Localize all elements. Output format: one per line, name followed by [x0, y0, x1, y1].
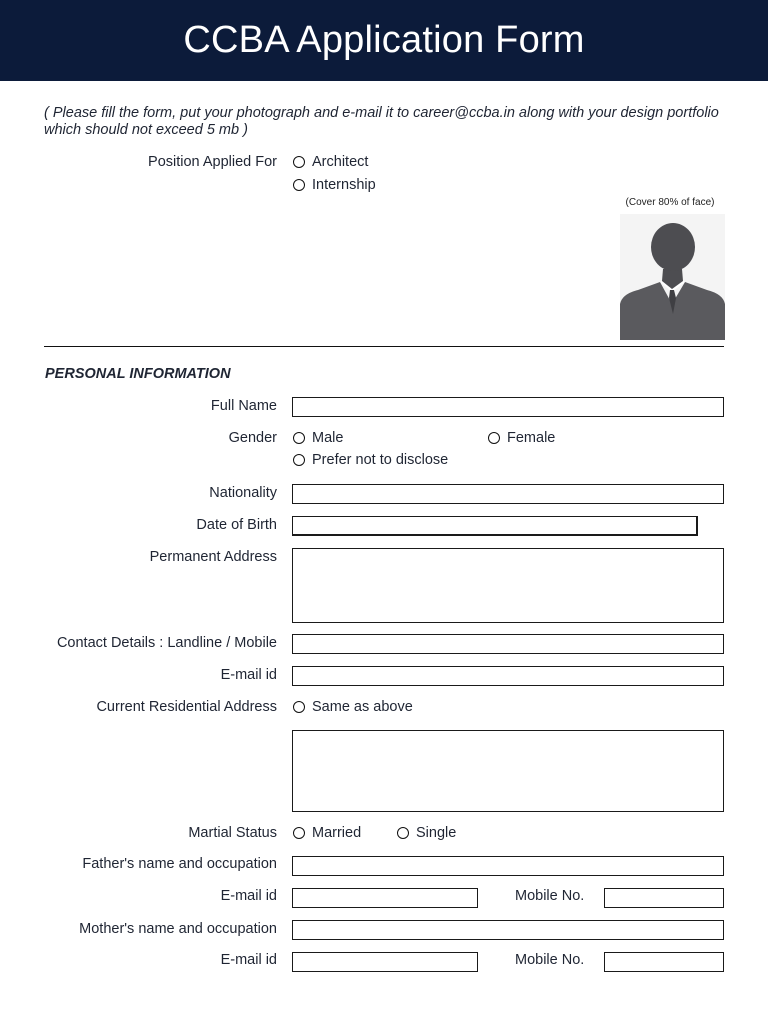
radio-internship[interactable]	[293, 179, 305, 191]
contact-field[interactable]	[292, 634, 724, 654]
full-name-label: Full Name	[210, 398, 277, 414]
gender-option-male[interactable]	[293, 430, 343, 446]
radio-single[interactable]	[397, 827, 409, 839]
radio-female[interactable]	[488, 432, 500, 444]
gender-option-undisclosed[interactable]	[293, 452, 448, 468]
gender-option-label: Prefer not to disclose	[312, 452, 449, 468]
same-as-above-label: Same as above	[312, 699, 413, 715]
radio-undisclosed[interactable]	[293, 454, 305, 466]
marital-option-label: Married	[312, 825, 362, 841]
nationality-label: Nationality	[209, 485, 277, 501]
position-option-internship[interactable]	[293, 177, 376, 193]
form-title: CCBA Application Form	[183, 19, 585, 61]
permanent-address-label: Permanent Address	[149, 549, 277, 565]
mother-email-label: E-mail id	[220, 952, 277, 968]
mother-field[interactable]	[292, 920, 724, 940]
position-option-architect[interactable]	[293, 154, 368, 170]
father-email-field[interactable]	[292, 888, 478, 908]
father-field[interactable]	[292, 856, 724, 876]
marital-status-label: Martial Status	[188, 825, 277, 841]
father-mobile-field[interactable]	[604, 888, 724, 908]
radio-male[interactable]	[293, 432, 305, 444]
mother-label: Mother's name and occupation	[79, 921, 277, 937]
marital-option-label: Single	[416, 825, 457, 841]
radio-same-as-above[interactable]	[293, 701, 305, 713]
position-label: Position Applied For	[148, 154, 277, 170]
same-as-above-option[interactable]	[293, 699, 413, 715]
current-address-field[interactable]	[292, 730, 724, 812]
position-option-label: Architect	[312, 154, 369, 170]
mother-mobile-label: Mobile No.	[515, 952, 585, 968]
photo-caption: (Cover 80% of face)	[625, 197, 715, 208]
mother-mobile-field[interactable]	[604, 952, 724, 972]
section-title: PERSONAL INFORMATION	[45, 366, 231, 382]
gender-option-label: Female	[507, 430, 556, 446]
email-field[interactable]	[292, 666, 724, 686]
gender-option-female[interactable]	[488, 430, 555, 446]
gender-label: Gender	[228, 430, 277, 446]
email-label: E-mail id	[220, 667, 277, 683]
person-silhouette-icon	[620, 214, 725, 340]
full-name-field[interactable]	[292, 397, 724, 417]
permanent-address-field[interactable]	[292, 548, 724, 623]
instructions-text: ( Please fill the form, put your photograph and e-mail it to career@ccba.in along with your design portfolio which should not exceed 5 mb )	[44, 105, 719, 138]
father-label: Father's name and occupation	[82, 856, 277, 872]
marital-option-single[interactable]	[397, 825, 456, 841]
father-mobile-label: Mobile No.	[515, 888, 585, 904]
current-address-label: Current Residential Address	[96, 699, 277, 715]
dob-field[interactable]	[292, 516, 698, 536]
marital-option-married[interactable]	[293, 825, 361, 841]
dob-label: Date of Birth	[196, 517, 277, 533]
nationality-field[interactable]	[292, 484, 724, 504]
radio-married[interactable]	[293, 827, 305, 839]
father-email-label: E-mail id	[220, 888, 277, 904]
mother-email-field[interactable]	[292, 952, 478, 972]
contact-label: Contact Details : Landline / Mobile	[56, 635, 277, 651]
radio-architect[interactable]	[293, 156, 305, 168]
photo-placeholder[interactable]	[620, 214, 725, 340]
form-header	[0, 0, 768, 81]
section-divider	[44, 346, 724, 347]
position-option-label: Internship	[312, 177, 376, 193]
gender-option-label: Male	[312, 430, 344, 446]
